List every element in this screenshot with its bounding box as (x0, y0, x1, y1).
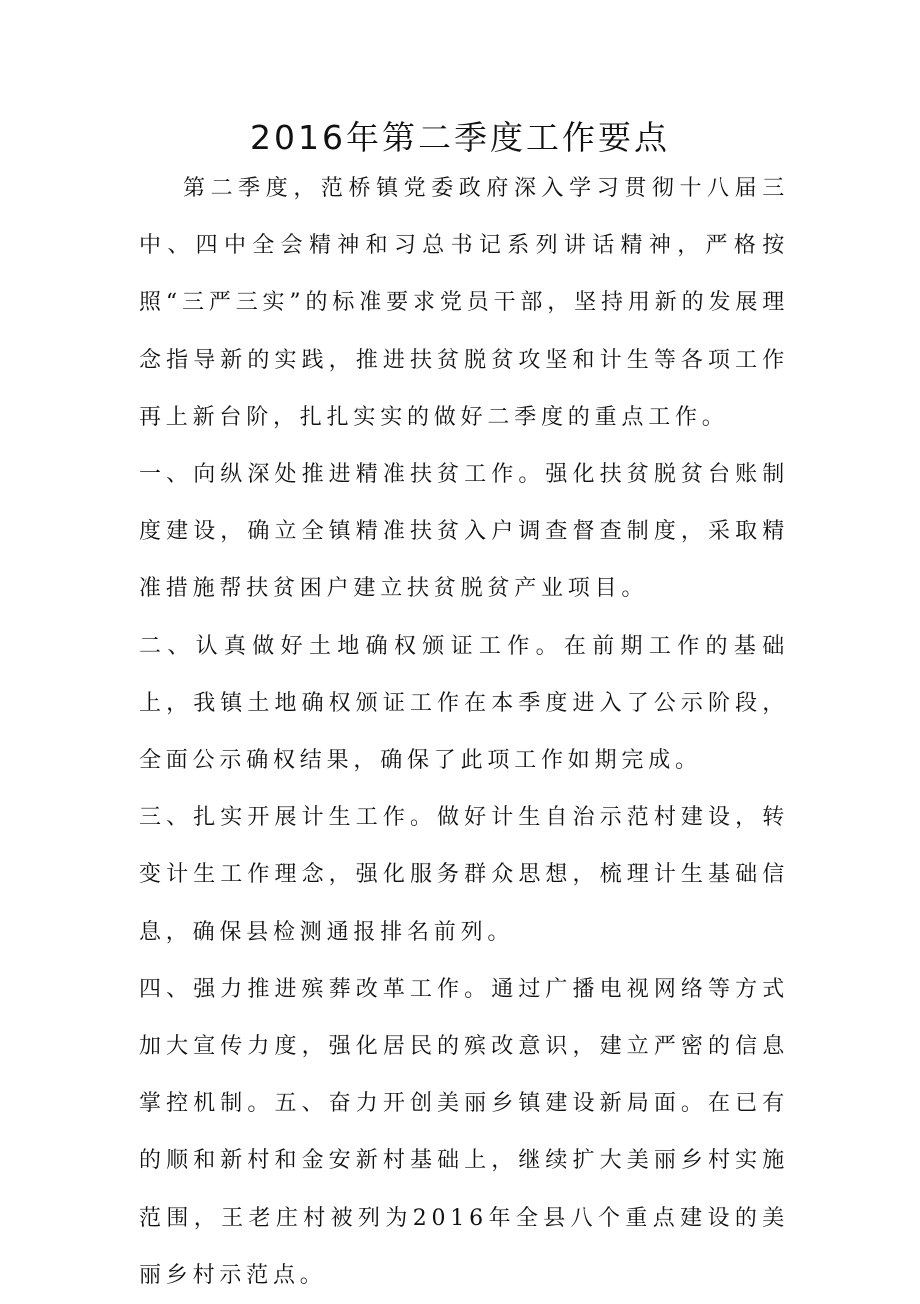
section-paragraph-funeral-reform: 四、强力推进殡葬改革工作。通过广播电视网络等方式加大宣传力度，强化居民的殡改意识，建立严密的信息掌控机制。五、奋力开创美丽乡镇建设新局面。在已有的顺和新村和金安新村基础上，继续扩大美丽乡村实施范围，王老庄村被列为2016年全县八个重点建设的美丽乡村示范点。 (139, 976, 789, 1288)
section-paragraph-family-planning: 三、扎实开展计生工作。做好计生自治示范村建设，转变计生工作理念，强化服务群众思想，梳理计生基础信息，确保县检测通报排名前列。 (139, 805, 789, 945)
intro-paragraph: 第二季度，范桥镇党委政府深入学习贯彻十八届三中、四中全会精神和习总书记系列讲话精神，严格按照“三严三实”的标准要求党员干部，坚持用新的发展理念指导新的实践，推进扶贫脱贫攻坚和计生等各项工作再上新台阶，扎扎实实的做好二季度的重点工作。 (139, 176, 789, 430)
section-paragraph-poverty-alleviation: 一、向纵深处推进精准扶贫工作。强化扶贫脱贫台账制度建设，确立全镇精准扶贫入户调查督查制度，采取精准措施帮扶贫困户建立扶贫脱贫产业项目。 (139, 462, 789, 602)
document-title: 2016年第二季度工作要点 (250, 118, 670, 157)
section-paragraph-land-rights: 二、认真做好土地确权颁证工作。在前期工作的基础上，我镇土地确权颁证工作在本季度进入了公示阶段，全面公示确权结果，确保了此项工作如期完成。 (139, 633, 789, 774)
document-body (139, 160, 789, 1304)
